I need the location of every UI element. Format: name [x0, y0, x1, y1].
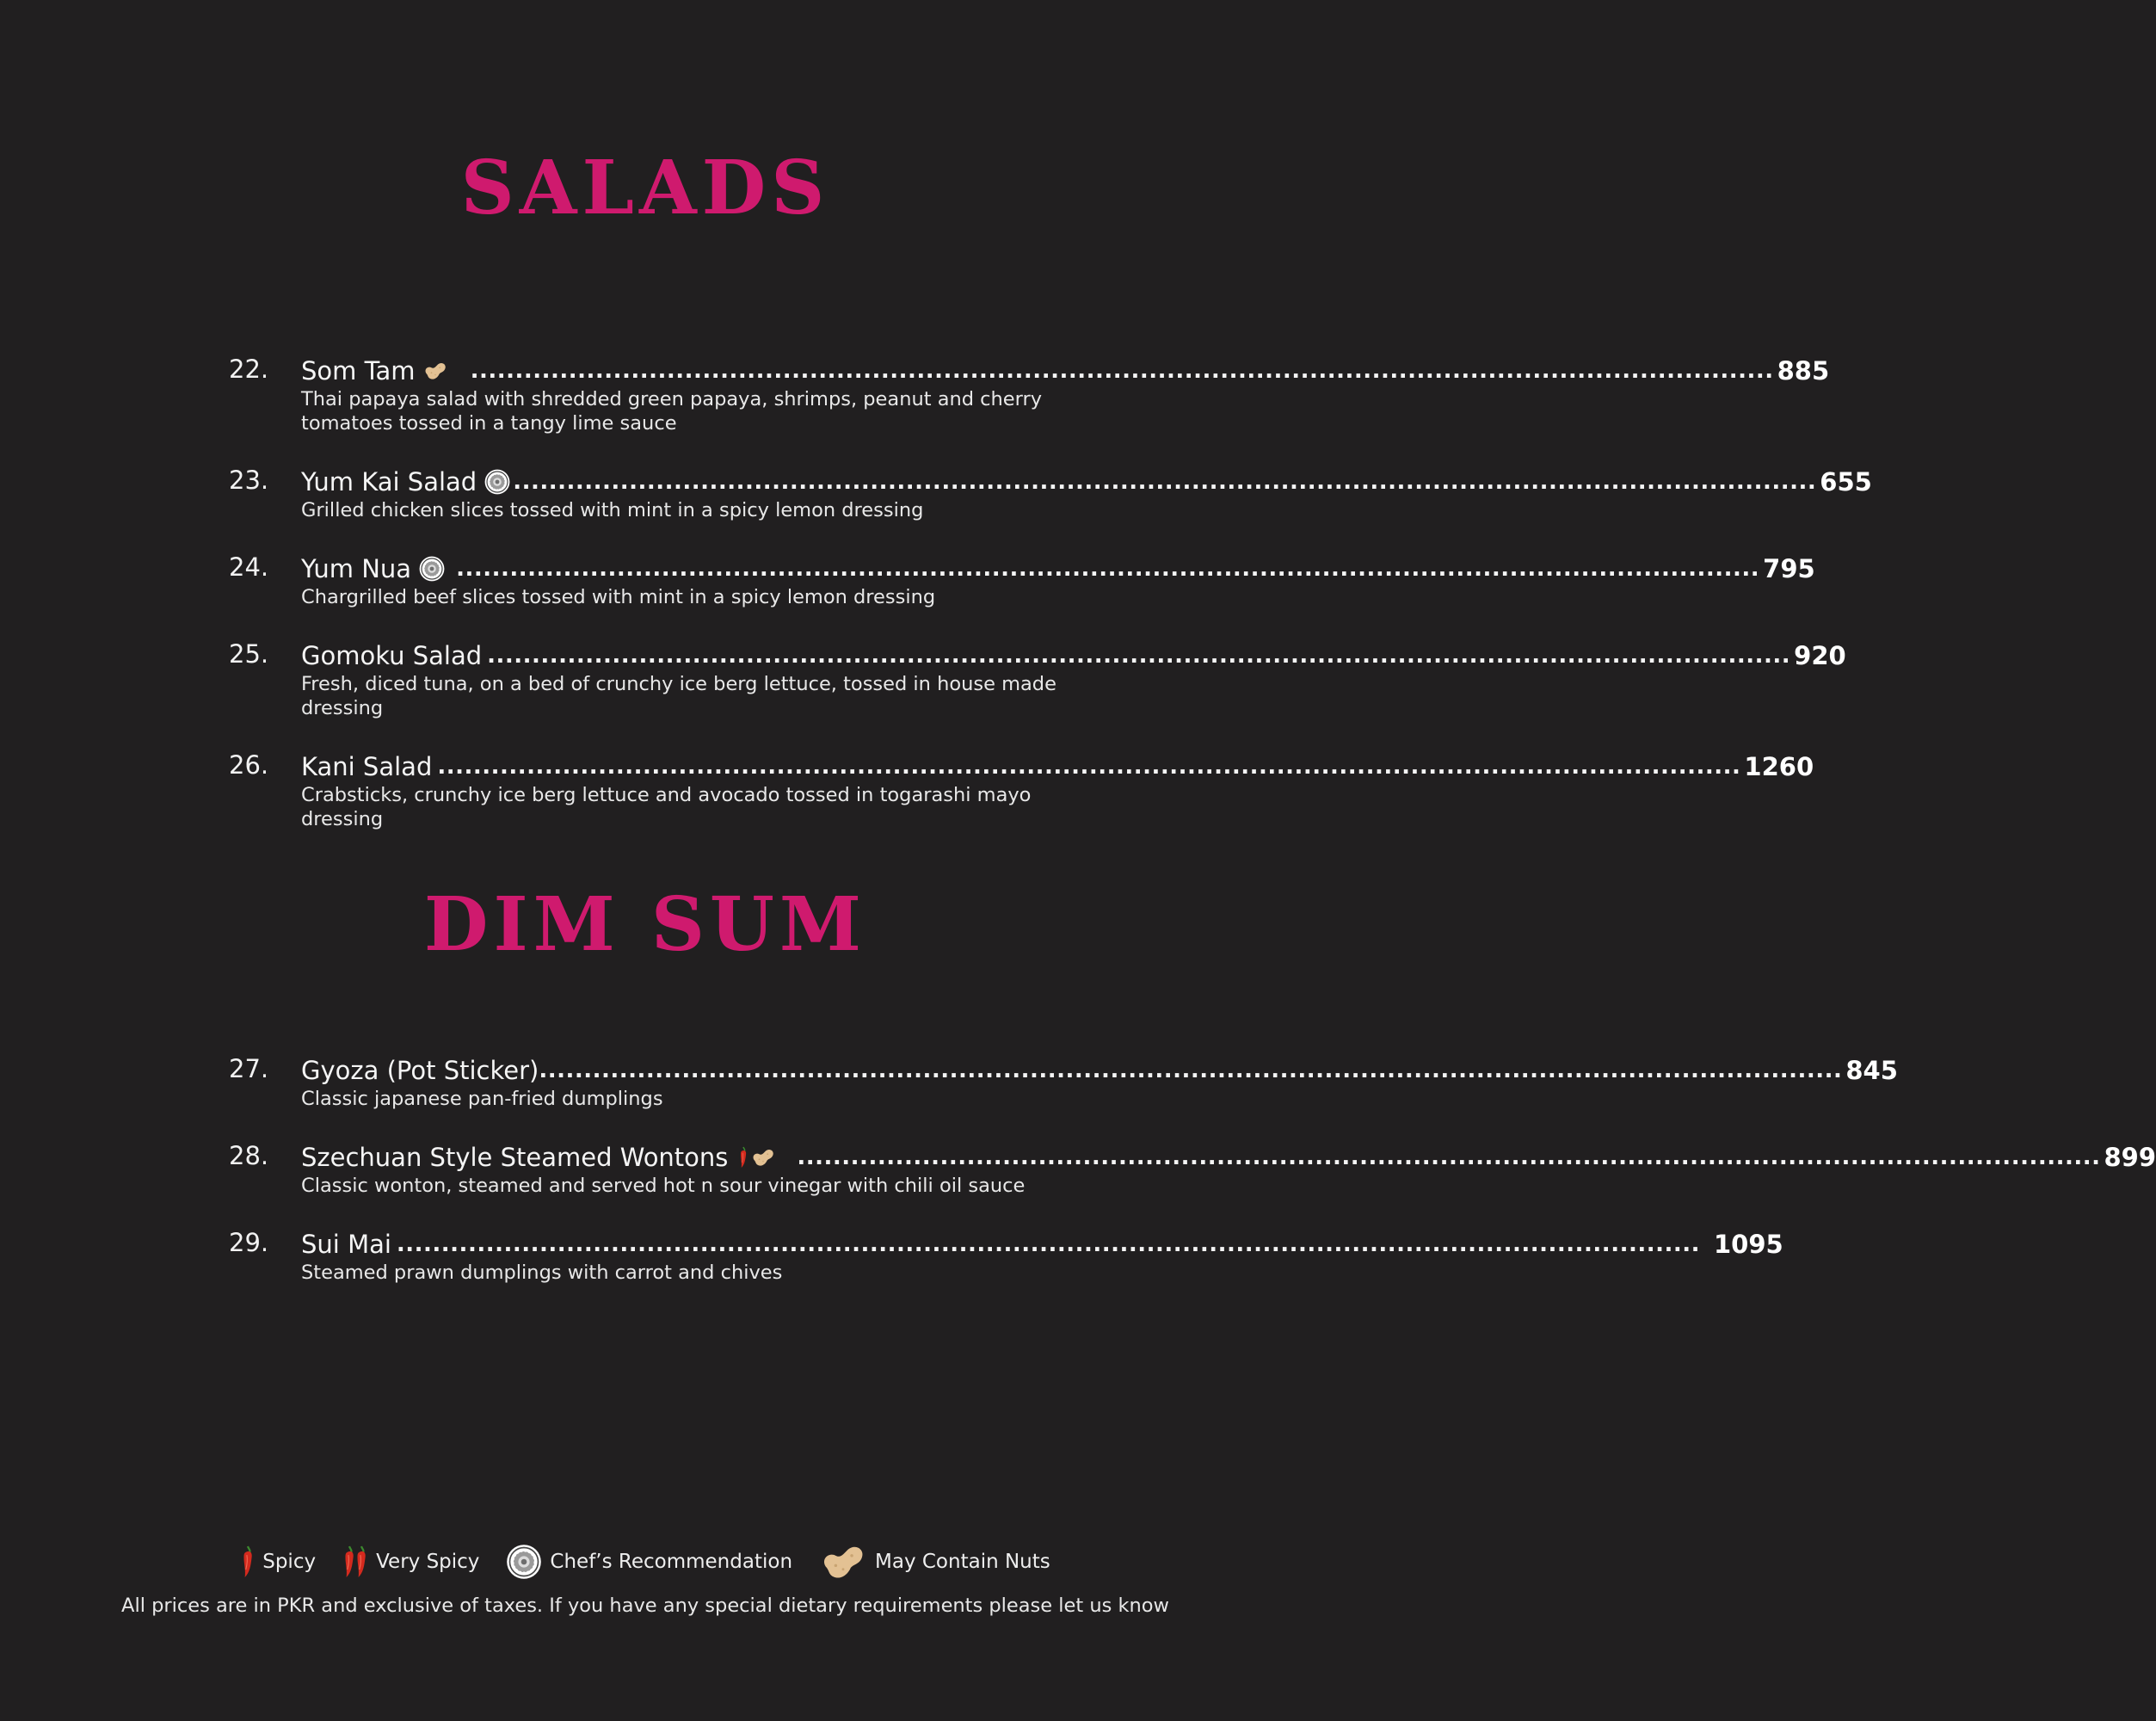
dimsum-title: DIM SUM: [423, 881, 867, 968]
legend: [0, 1542, 1291, 1582]
legend-very-spicy: [342, 1544, 479, 1580]
item-name: Szechuan Style Steamed Wontons: [301, 1143, 729, 1172]
leader-dots: ..................................................................................................................................................: [456, 556, 1760, 582]
footer-note: All prices are in PKR and exclusive of taxes. If you have any special dietary requirements please let us know: [121, 1595, 1169, 1617]
item-price: 885: [1777, 356, 1830, 386]
item-description: Fresh, diced tuna, on a bed of crunchy ice berg lettuce, tossed in house made dressing: [301, 673, 1056, 719]
item-name: Kani Salad: [301, 752, 433, 781]
item-name: Gomoku Salad: [301, 641, 483, 670]
leader-dots: ..................................................................................................................................................: [487, 643, 1791, 669]
legend-chef: [505, 1543, 792, 1581]
chili-icon: [738, 1145, 748, 1169]
chili-icon: [240, 1544, 256, 1580]
item-price: 655: [1820, 467, 1872, 497]
item-number: 28.: [229, 1141, 269, 1170]
item-description: Crabsticks, crunchy ice berg lettuce and avocado tossed in togarashi mayo dressing: [301, 784, 1032, 830]
chef-recommendation-icon: [505, 1543, 543, 1581]
item-price: 1260: [1744, 752, 1814, 781]
leader-dots: ..................................................................................................................................................: [470, 358, 1774, 384]
nut-icon: [422, 361, 448, 381]
item-description: Classic wonton, steamed and served hot n sour vinegar with chili oil sauce: [301, 1175, 1026, 1197]
item-name: Yum Kai Salad: [301, 467, 477, 497]
item-number: 27.: [229, 1054, 269, 1083]
leader-dots: ..................................................................................................................................................: [539, 1058, 1843, 1083]
item-description: Steamed prawn dumplings with carrot and chives: [301, 1261, 783, 1284]
item-price: 899: [2104, 1143, 2156, 1172]
leader-dots: ..................................................................................................................................................: [437, 754, 1741, 780]
legend-spicy: [240, 1544, 316, 1580]
item-number: 26.: [229, 750, 269, 780]
item-price: 795: [1763, 554, 1815, 583]
salads-title: SALADS: [460, 145, 830, 231]
item-name: Yum Nua: [301, 554, 412, 583]
item-number: 25.: [229, 639, 269, 669]
item-price: 1095: [1713, 1230, 1783, 1259]
legend-label: Very Spicy: [376, 1551, 480, 1573]
item-price: 845: [1845, 1056, 1898, 1085]
item-number: 29.: [229, 1228, 269, 1257]
legend-label: Chef’s Recommendation: [550, 1551, 793, 1573]
item-description: Classic japanese pan-fried dumplings: [301, 1088, 663, 1110]
item-name: Gyoza (Pot Sticker): [301, 1056, 539, 1085]
leader-dots: ..................................................................................................................................................: [797, 1144, 2101, 1170]
item-name: Sui Mai: [301, 1230, 391, 1259]
nut-icon: [818, 1542, 868, 1582]
chef-recommendation-icon: [484, 468, 511, 496]
item-price: 920: [1794, 641, 1846, 670]
item-number: 24.: [229, 552, 269, 582]
item-description: Chargrilled beef slices tossed with mint in a spicy lemon dressing: [301, 586, 936, 608]
item-number: 22.: [229, 355, 269, 384]
leader-dots: ..................................................................................................................................................: [396, 1231, 1700, 1257]
legend-nuts: [818, 1542, 1050, 1582]
item-description: Thai papaya salad with shredded green papaya, shrimps, peanut and cherry tomatoes tossed in a tangy lime sauce: [301, 388, 1043, 435]
legend-label: May Contain Nuts: [875, 1551, 1050, 1573]
double-chili-icon: [342, 1544, 369, 1580]
item-description: Grilled chicken slices tossed with mint in a spicy lemon dressing: [301, 499, 924, 521]
legend-label: Spicy: [262, 1551, 317, 1573]
nut-icon: [750, 1147, 776, 1168]
item-name: Som Tam: [301, 356, 416, 386]
item-number: 23.: [229, 466, 269, 495]
chef-recommendation-icon: [418, 555, 446, 583]
leader-dots: ..................................................................................................................................................: [513, 469, 1817, 495]
